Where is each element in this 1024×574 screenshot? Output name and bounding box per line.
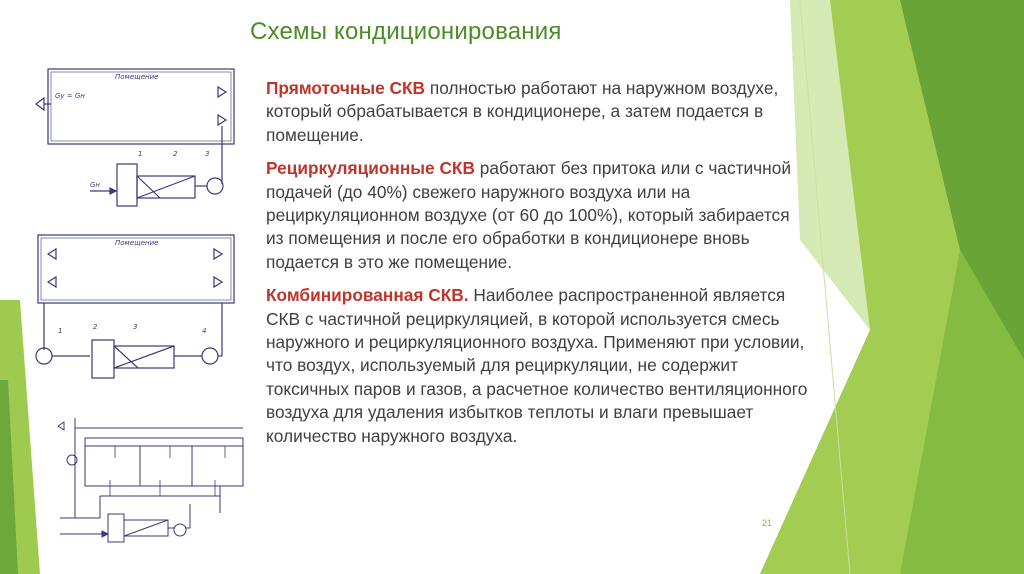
paragraph-text: полностью работают на наружном воздухе, который обрабатывается в кондиционере, а затем подается в помещение.: [266, 78, 779, 145]
paragraph-text: работают без притока или с частичной подачей (до 40%) свежего наружного воздуха или на рециркуляционном воздухе (от 60 до 100%), который забирается из помещения и после его обработки в кондиционере вновь подается в это же помещение.: [266, 158, 791, 272]
term-direct-flow: Прямоточные СКВ: [266, 78, 426, 98]
term-combined: Комбинированная СКВ.: [266, 285, 469, 306]
paragraph-direct-flow: [266, 77, 811, 147]
conditioner-box-5: [108, 514, 124, 542]
room-label-2: Помещение: [115, 239, 159, 247]
conditioner-box-3: [92, 340, 114, 378]
fan-symbol: [207, 178, 223, 194]
room-label-1: Помещение: [115, 73, 159, 81]
rooms-block: [85, 438, 243, 486]
d2-number-2: 2: [93, 323, 98, 331]
page-number: 21: [762, 518, 773, 528]
conditioner-box-1: [117, 164, 137, 206]
diagram-combined: [30, 408, 245, 568]
paragraph-combined: [266, 284, 811, 448]
inlet-label-1: Gн: [90, 181, 101, 189]
d1-number-3: 3: [205, 150, 210, 158]
paragraph-text: Наиболее распространенной является СКВ с частичной рециркуляцией, в которой используется смесь наружного и рециркуляционного воздуха. Применяют при условии, что воздух, используемый для рециркуляции, не содержит токсичных паров и газов, а расчетное количество вентиляционного воздуха для удаления избытков теплоты и влаги превышает количество наружного воздуха.: [266, 285, 808, 446]
d2-number-4: 4: [202, 327, 207, 335]
paragraph-recirculation: [266, 157, 811, 274]
d1-number-1: 1: [138, 150, 143, 158]
diagram-direct-flow: [30, 64, 245, 214]
fan-symbol-2: [202, 348, 218, 364]
slide-title: Схемы кондиционирования: [250, 18, 562, 45]
d2-number-1: 1: [58, 327, 63, 335]
fan-symbol-3: [174, 524, 186, 536]
description-text: [266, 77, 811, 458]
d2-number-3: 3: [133, 323, 138, 331]
flow-label-1: Gу = Gн: [55, 92, 85, 100]
fan-symbol-1: [36, 348, 52, 364]
term-recirculation: Рециркуляционные СКВ: [266, 158, 475, 179]
diagram-recirculation: [30, 230, 245, 380]
d1-number-2: 2: [173, 150, 178, 158]
